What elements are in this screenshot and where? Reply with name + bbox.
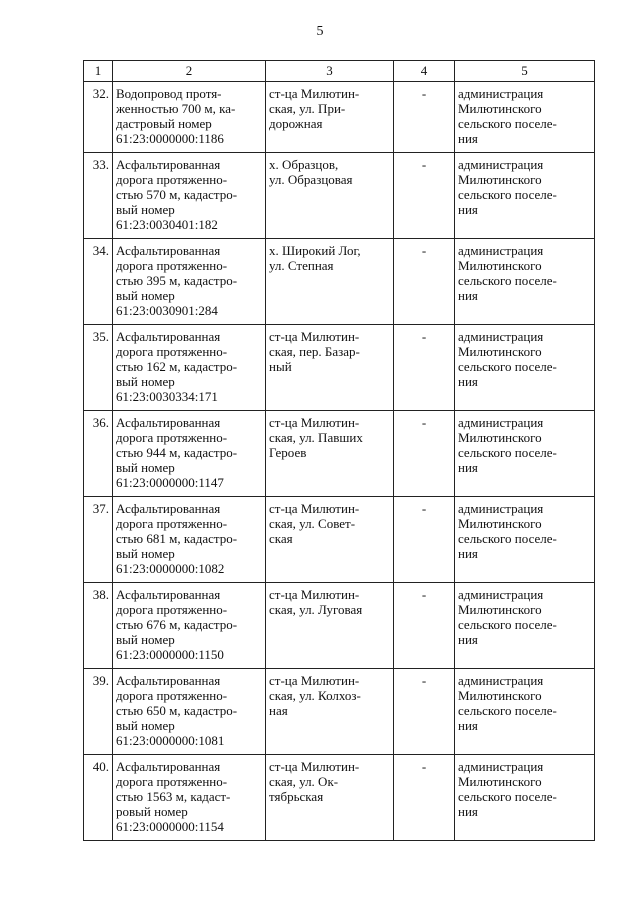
column-header: 2 (113, 61, 266, 82)
row-number: 38. (84, 583, 113, 669)
object-name: Водопровод протя- женностью 700 м, ка- дастровый номер 61:23:0000000:1186 (113, 82, 266, 153)
object-name: Асфальтированная дорога протяженно- стью 395 м, кадастро- вый номер 61:23:0030901:284 (113, 239, 266, 325)
owner-name: администрация Милютинского сельского поселе- ния (455, 497, 595, 583)
owner-name: администрация Милютинского сельского поселе- ния (455, 153, 595, 239)
object-name: Асфальтированная дорога протяженно- стью 162 м, кадастро- вый номер 61:23:0030334:171 (113, 325, 266, 411)
page-number: 5 (316, 24, 324, 39)
column-4-value: - (394, 497, 455, 583)
column-4-value: - (394, 411, 455, 497)
object-name: Асфальтированная дорога протяженно- стью 681 м, кадастро- вый номер 61:23:0000000:1082 (113, 497, 266, 583)
column-4-value: - (394, 755, 455, 841)
owner-name: администрация Милютинского сельского поселе- ния (455, 239, 595, 325)
column-4-value: - (394, 239, 455, 325)
table-row (84, 583, 595, 669)
table-row (84, 325, 595, 411)
column-4-value: - (394, 82, 455, 153)
owner-name: администрация Милютинского сельского поселе- ния (455, 669, 595, 755)
table-row (84, 497, 595, 583)
object-address: ст-ца Милютин- ская, пер. Базар- ный (266, 325, 394, 411)
object-address: ст-ца Милютин- ская, ул. Луговая (266, 583, 394, 669)
object-address: х. Образцов, ул. Образцовая (266, 153, 394, 239)
object-address: ст-ца Милютин- ская, ул. Совет- ская (266, 497, 394, 583)
object-address: ст-ца Милютин- ская, ул. Павших Героев (266, 411, 394, 497)
row-number: 32. (84, 82, 113, 153)
table-row (84, 411, 595, 497)
row-number: 40. (84, 755, 113, 841)
column-4-value: - (394, 583, 455, 669)
table-row (84, 153, 595, 239)
object-address: ст-ца Милютин- ская, ул. Ок- тябрьская (266, 755, 394, 841)
object-name: Асфальтированная дорога протяженно- стью 1563 м, кадаст- ровый номер 61:23:0000000:1154 (113, 755, 266, 841)
property-register-table (83, 60, 595, 841)
column-4-value: - (394, 153, 455, 239)
table-row (84, 239, 595, 325)
column-header: 3 (266, 61, 394, 82)
column-header: 5 (455, 61, 595, 82)
owner-name: администрация Милютинского сельского поселе- ния (455, 325, 595, 411)
object-address: ст-ца Милютин- ская, ул. При- дорожная (266, 82, 394, 153)
row-number: 39. (84, 669, 113, 755)
owner-name: администрация Милютинского сельского поселе- ния (455, 755, 595, 841)
object-name: Асфальтированная дорога протяженно- стью 676 м, кадастро- вый номер 61:23:0000000:1150 (113, 583, 266, 669)
table-header-row (84, 61, 595, 82)
column-4-value: - (394, 669, 455, 755)
column-header: 1 (84, 61, 113, 82)
table-row (84, 82, 595, 153)
object-address: ст-ца Милютин- ская, ул. Колхоз- ная (266, 669, 394, 755)
object-name: Асфальтированная дорога протяженно- стью 650 м, кадастро- вый номер 61:23:0000000:1081 (113, 669, 266, 755)
owner-name: администрация Милютинского сельского поселе- ния (455, 411, 595, 497)
row-number: 33. (84, 153, 113, 239)
table-row (84, 755, 595, 841)
object-name: Асфальтированная дорога протяженно- стью 570 м, кадастро- вый номер 61:23:0030401:182 (113, 153, 266, 239)
column-header: 4 (394, 61, 455, 82)
column-4-value: - (394, 325, 455, 411)
object-address: х. Широкий Лог, ул. Степная (266, 239, 394, 325)
row-number: 35. (84, 325, 113, 411)
row-number: 36. (84, 411, 113, 497)
table-row (84, 669, 595, 755)
owner-name: администрация Милютинского сельского поселе- ния (455, 583, 595, 669)
owner-name: администрация Милютинского сельского поселе- ния (455, 82, 595, 153)
row-number: 34. (84, 239, 113, 325)
object-name: Асфальтированная дорога протяженно- стью 944 м, кадастро- вый номер 61:23:0000000:1147 (113, 411, 266, 497)
row-number: 37. (84, 497, 113, 583)
